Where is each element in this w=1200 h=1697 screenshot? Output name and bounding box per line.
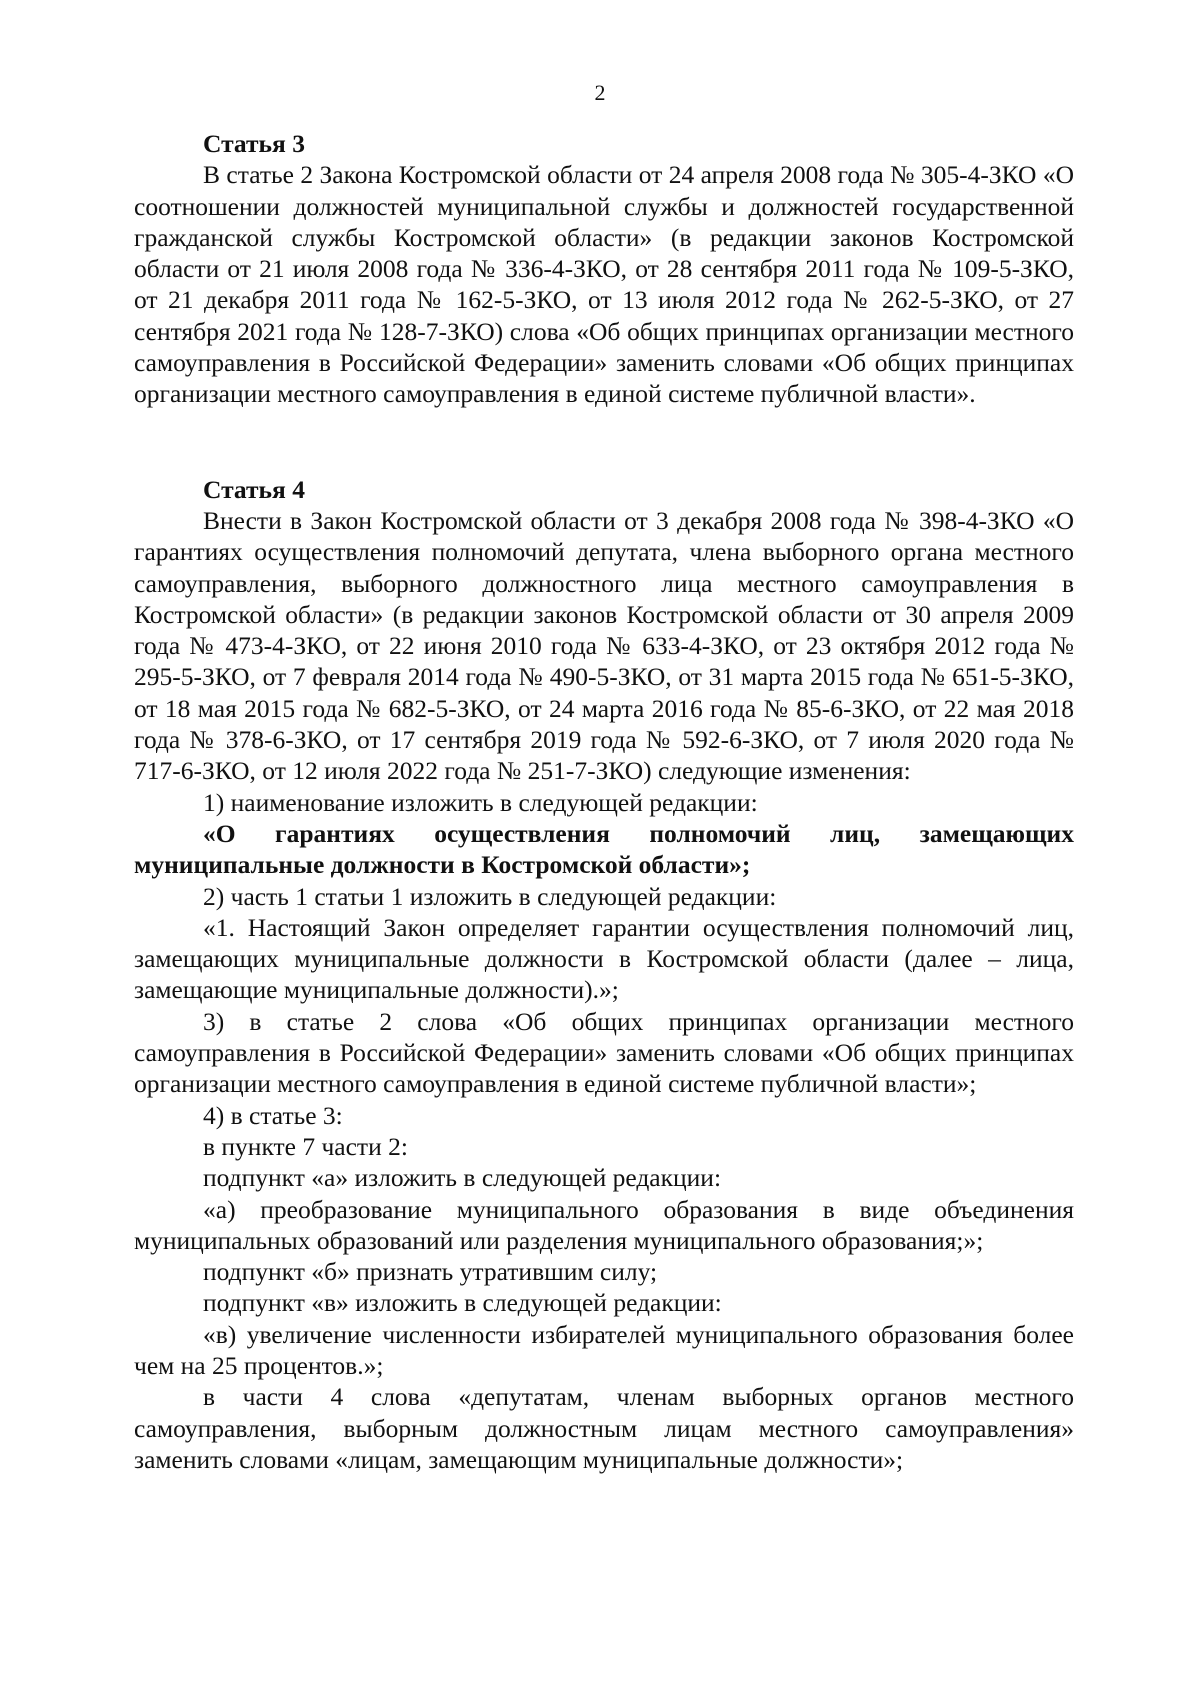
- amendment-subitem: в пункте 7 части 2:: [203, 1131, 408, 1161]
- document-body: [134, 128, 1074, 1475]
- article-paragraph: В статье 2 Закона Костромской области от 24 апреля 2008 года № 305-4-ЗКО «О соотношении должностей муниципальной службы и должностей государственной гражданской службы Костромской области» (в редакции законов Костромской области от 21 июля 2008 года № 336-4-ЗКО, от 28 сентября 2011 года № 109-5-ЗКО, от 21 декабря 2011 года № 162-5-ЗКО, от 13 июля 2012 года № 262-5-ЗКО, от 27 сентября 2021 года № 128-7-ЗКО) слова «Об общих принципах организации местного самоуправления в Российской Федерации» заменить словами «Об общих принципах организации местного самоуправления в единой системе публичной власти».: [134, 160, 1074, 409]
- page-number: 2: [594, 80, 606, 105]
- amendment-item: 3) в статье 2 слова «Об общих принципах организации местного самоуправления в Российской Федерации» заменить словами «Об общих принципах организации местного самоуправления в единой системе публичной власти»;: [134, 1006, 1074, 1099]
- article-3: [134, 128, 1074, 410]
- article-4: [134, 474, 1074, 1476]
- new-title-text: «О гарантиях осуществления полномочий лиц, замещающих муниципальные должности в Костромской области»;: [134, 818, 1074, 880]
- amendment-item: в части 4 слова «депутатам, членам выборных органов местного самоуправления, выборным должностным лицам местного самоуправления» заменить словами «лицам, замещающим муниципальные должности»;: [134, 1382, 1074, 1474]
- amendment-subitem: подпункт «а» изложить в следующей редакции:: [203, 1163, 722, 1193]
- amendment-quote: «а) преобразование муниципального образования в виде объединения муниципальных образований или разделения муниципального образования;»;: [134, 1194, 1074, 1255]
- article-heading: Статья 4: [203, 474, 305, 504]
- amendment-item: 1) наименование изложить в следующей редакции:: [203, 787, 758, 817]
- amendment-subitem: подпункт «б» признать утратившим силу;: [203, 1257, 658, 1287]
- amendment-subitem: подпункт «в» изложить в следующей редакции:: [203, 1288, 722, 1318]
- article-paragraph: Внести в Закон Костромской области от 3 декабря 2008 года № 398-4-ЗКО «О гарантиях осуществления полномочий депутата, члена выборного органа местного самоуправления, выборного должностного лица местного самоуправления в Костромской области» (в редакции законов Костромской области от 30 апреля 2009 года № 473-4-ЗКО, от 22 июня 2010 года № 633-4-ЗКО, от 23 октября 2012 года № 295-5-ЗКО, от 7 февраля 2014 года № 490-5-ЗКО, от 31 марта 2015 года № 651-5-ЗКО, от 18 мая 2015 года № 682-5-ЗКО, от 24 марта 2016 года № 85-6-ЗКО, от 22 мая 2018 года № 378-6-ЗКО, от 17 сентября 2019 года № 592-6-ЗКО, от 7 июля 2020 года № 717-6-ЗКО, от 12 июля 2022 года № 251-7-ЗКО) следующие изменения:: [134, 505, 1074, 786]
- article-spacer: [134, 410, 1074, 474]
- amendment-quote: «в) увеличение численности избирателей муниципального образования более чем на 25 процентов.»;: [134, 1319, 1074, 1380]
- amendment-item: 2) часть 1 статьи 1 изложить в следующей редакции:: [203, 881, 777, 911]
- amendment-item: 4) в статье 3:: [203, 1100, 343, 1130]
- amendment-quote: «1. Настоящий Закон определяет гарантии осуществления полномочий лиц, замещающих муниципальные должности в Костромской области (далее – лица, замещающие муниципальные должности).»;: [134, 912, 1074, 1005]
- article-heading: Статья 3: [203, 129, 305, 158]
